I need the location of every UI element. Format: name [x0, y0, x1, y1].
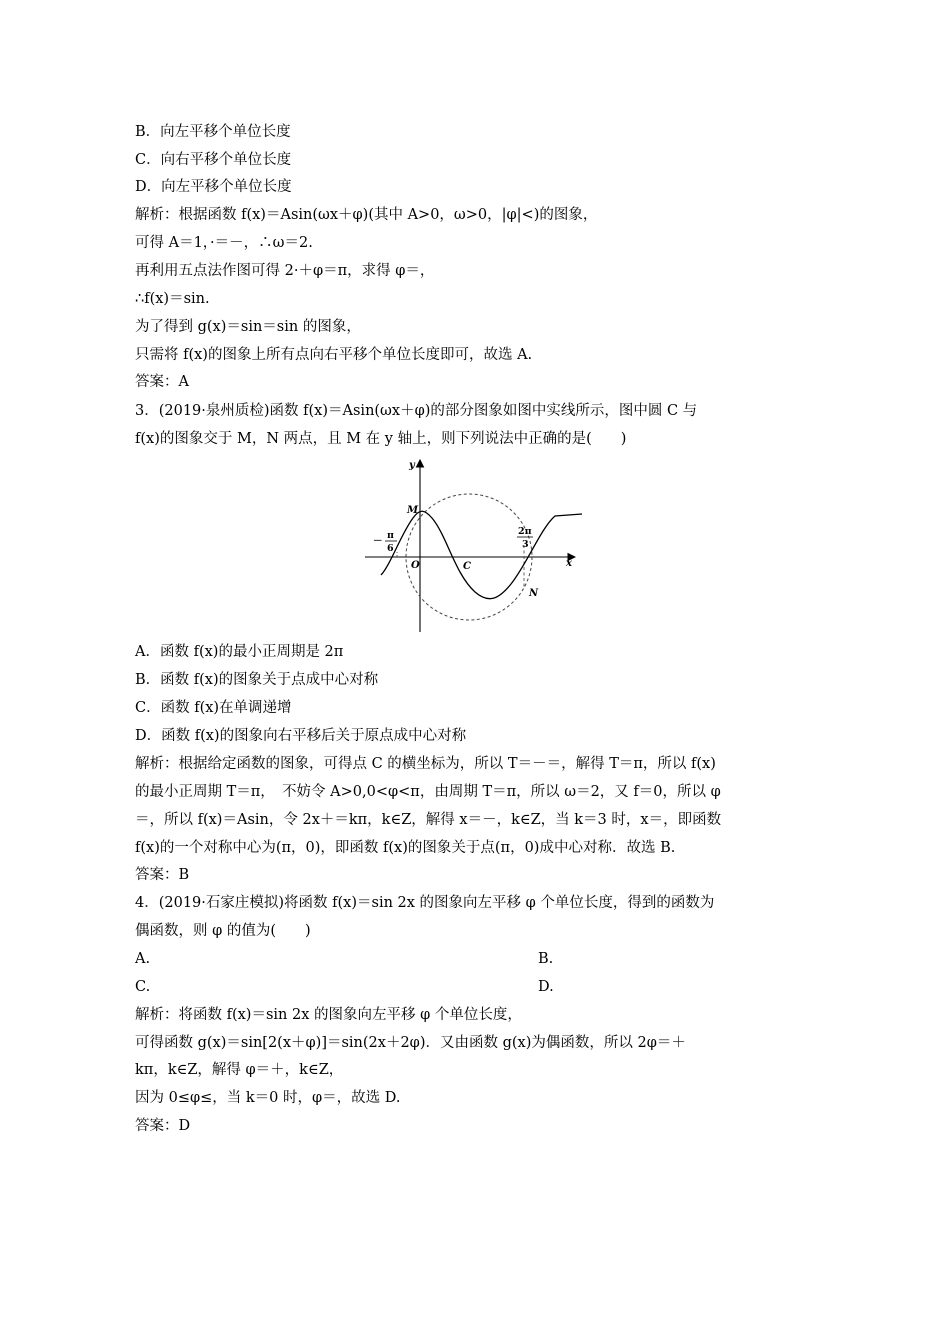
solution-line: f(x)的一个对称中心为(π，0)，即函数 f(x)的图象关于点(π，0)成中心对称．故选 B. — [135, 840, 676, 856]
point-n-label: N — [529, 588, 539, 599]
solution-line: kπ，k∈Z，解得 φ＝＋，k∈Z， — [135, 1062, 344, 1078]
question-3-line: f(x)的图象交于 M，N 两点，且 M 在 y 轴上，则下列说法中正确的是( ) — [135, 431, 627, 447]
option-d-q4: D. — [538, 979, 554, 995]
solution-line: 因为 0≤φ≤，当 k＝0 时，φ＝，故选 D. — [135, 1090, 401, 1106]
solution-line: 解析：根据给定函数的图象，可得点 C 的横坐标为，所以 T＝－＝，解得 T＝π，所以 f(x) — [135, 756, 716, 772]
left-tick-denominator: 6 — [387, 543, 394, 554]
question-4-line: 偶函数，则 φ 的值为( ) — [135, 923, 311, 939]
question-4-line: 4．(2019·石家庄模拟)将函数 f(x)＝sin 2x 的图象向左平移 φ 个单位长度，得到的函数为 — [135, 895, 715, 911]
answer-line: 答案：D — [135, 1118, 191, 1134]
solution-line: 只需将 f(x)的图象上所有点向右平移个单位长度即可，故选 A. — [135, 347, 533, 363]
solution-line: ∴f(x)＝sin. — [135, 291, 210, 307]
options-row — [135, 949, 150, 969]
right-tick-numerator: 2π — [518, 526, 532, 537]
solution-line: 可得函数 g(x)＝sin[2(x＋φ)]＝sin(2x＋2φ)．又由函数 g(x)为偶函数，所以 2φ＝＋ — [135, 1035, 686, 1051]
solution-line: 再利用五点法作图可得 2·＋φ＝π，求得 φ＝， — [135, 263, 435, 279]
x-axis-label: x — [566, 558, 572, 569]
solution-line: 可得 A＝1，·＝－，∴ω＝2. — [135, 235, 313, 251]
left-tick-sign: － — [373, 536, 383, 547]
solution-line: 解析：将函数 f(x)＝sin 2x 的图象向左平移 φ 个单位长度， — [135, 1007, 522, 1023]
left-tick-numerator: π — [387, 530, 394, 541]
point-c-label: C — [463, 561, 471, 572]
option-b-q2: B．向左平移个单位长度 — [135, 124, 291, 140]
option-b-q3: B．函数 f(x)的图象关于点成中心对称 — [135, 672, 379, 688]
solution-line: 解析：根据函数 f(x)＝Asin(ωx＋φ)(其中 A>0，ω>0，|φ|<)的图象， — [135, 207, 598, 223]
answer-line: 答案：B — [135, 867, 190, 883]
option-c-q3: C．函数 f(x)在单调递增 — [135, 700, 292, 716]
sine-curve — [381, 511, 582, 598]
question-3-line: 3．(2019·泉州质检)函数 f(x)＝Asin(ωx＋φ)的部分图象如图中实线所示，图中圆 C 与 — [135, 403, 698, 419]
option-c-q2: C．向右平移个单位长度 — [135, 152, 292, 168]
origin-label: O — [411, 560, 420, 571]
option-b-q4: B. — [538, 951, 554, 967]
options-row — [135, 977, 150, 997]
solution-line: ＝，所以 f(x)＝Asin，令 2x＋＝kπ，k∈Z，解得 x＝－，k∈Z，当 k＝3 时，x＝，即函数 — [135, 812, 722, 828]
point-m-label: M — [407, 505, 419, 516]
option-a-q3: A．函数 f(x)的最小正周期是 2π — [135, 644, 344, 660]
option-d-q2: D．向左平移个单位长度 — [135, 179, 292, 195]
option-c-q4: C. — [135, 979, 151, 995]
answer-line: 答案：A — [135, 374, 189, 390]
option-a-q4: A. — [135, 951, 151, 967]
right-tick-denominator: 3 — [522, 539, 529, 550]
sine-circle-figure — [365, 456, 590, 636]
option-d-q3: D．函数 f(x)的图象向右平移后关于原点成中心对称 — [135, 728, 467, 744]
y-axis-label: y — [409, 460, 415, 471]
solution-line: 为了得到 g(x)＝sin＝sin 的图象， — [135, 319, 361, 335]
solution-line: 的最小正周期 T＝π， 不妨令 A>0,0<φ<π，由周期 T＝π，所以 ω＝2，又 f＝0，所以 φ — [135, 784, 721, 800]
